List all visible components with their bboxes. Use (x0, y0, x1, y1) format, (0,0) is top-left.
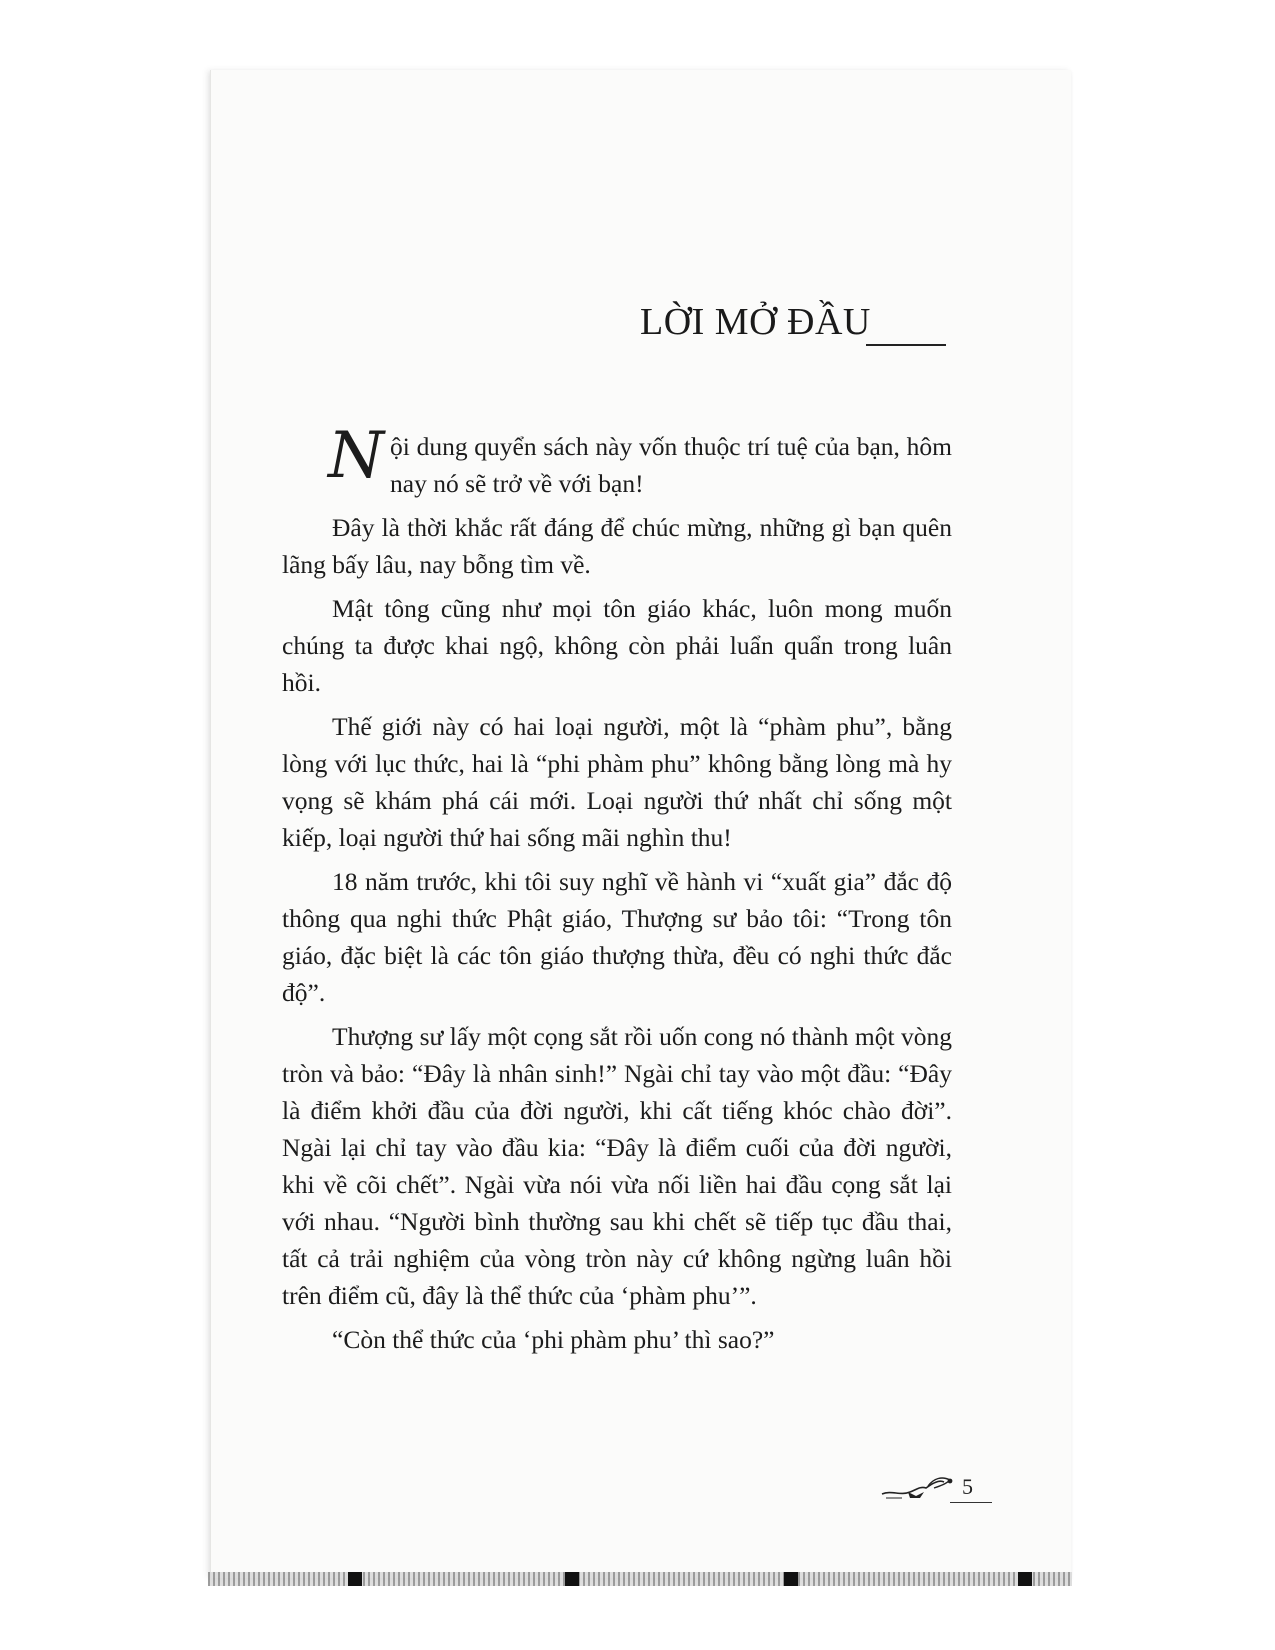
page-number: 5 (962, 1474, 973, 1499)
paragraph: “Còn thể thức của ‘phi phàm phu’ thì sao?” (332, 1325, 775, 1354)
paragraph: Thế giới này có hai loại người, một là “phàm phu”, bằng lòng với lục thức, hai là “phi phàm phu” không bằng lòng mà hy vọng sẽ khám phá cái mới. Loại người thứ nhất chỉ sống một kiếp, loại người thứ hai sống mãi nghìn thu! (282, 712, 952, 852)
page-bottom-edge (208, 1572, 1072, 1586)
paragraph: 18 năm trước, khi tôi suy nghĩ về hành vi “xuất gia” đắc độ thông qua nghi thức Phật giáo, Thượng sư bảo tôi: “Trong tôn giáo, đặc biệt là các tôn giáo thượng thừa, đều có nghi thức đắc độ”. (282, 867, 952, 1007)
edge-mark (784, 1572, 798, 1586)
paragraph (282, 419, 952, 502)
paragraph: Thượng sư lấy một cọng sắt rồi uốn cong nó thành một vòng tròn và bảo: “Đây là nhân sinh!” Ngài chỉ tay vào một đầu: “Đây là điểm khởi đầu của đời người, khi cất tiếng khóc chào đời”. Ngài lại chỉ tay vào đầu kia: “Đây là điểm cuối của đời người, khi về cõi chết”. Ngài vừa nói vừa nối liền hai đầu cọng sắt lại với nhau. “Người bình thường sau khi chết sẽ tiếp tục đầu thai, tất cả trải nghiệm của vòng tròn này cứ không ngừng luân hồi trên điểm cũ, đây là thể thức của ‘phàm phu’”. (282, 1022, 952, 1310)
edge-mark (565, 1572, 579, 1586)
edge-mark (1018, 1572, 1032, 1586)
chapter-title: LỜI MỞ ĐẦU (640, 301, 871, 343)
paragraph: Đây là thời khắc rất đáng để chúc mừng, những gì bạn quên lãng bấy lâu, nay bỗng tìm về. (282, 513, 952, 579)
chapter-heading (640, 300, 942, 348)
paragraph-text: ội dung quyển sách này vốn thuộc trí tuệ của bạn, hôm nay nó sẽ trở về với bạn! (390, 432, 952, 498)
flying-figure-ornament-icon (880, 1468, 960, 1508)
drop-cap: N (328, 419, 384, 493)
body-text (282, 419, 952, 1365)
edge-mark (348, 1572, 362, 1586)
footer-rule (950, 1502, 992, 1503)
title-underline (866, 344, 946, 346)
paragraph: Mật tông cũng như mọi tôn giáo khác, luôn mong muốn chúng ta được khai ngộ, không còn phải luẩn quẩn trong luân hồi. (282, 594, 952, 697)
